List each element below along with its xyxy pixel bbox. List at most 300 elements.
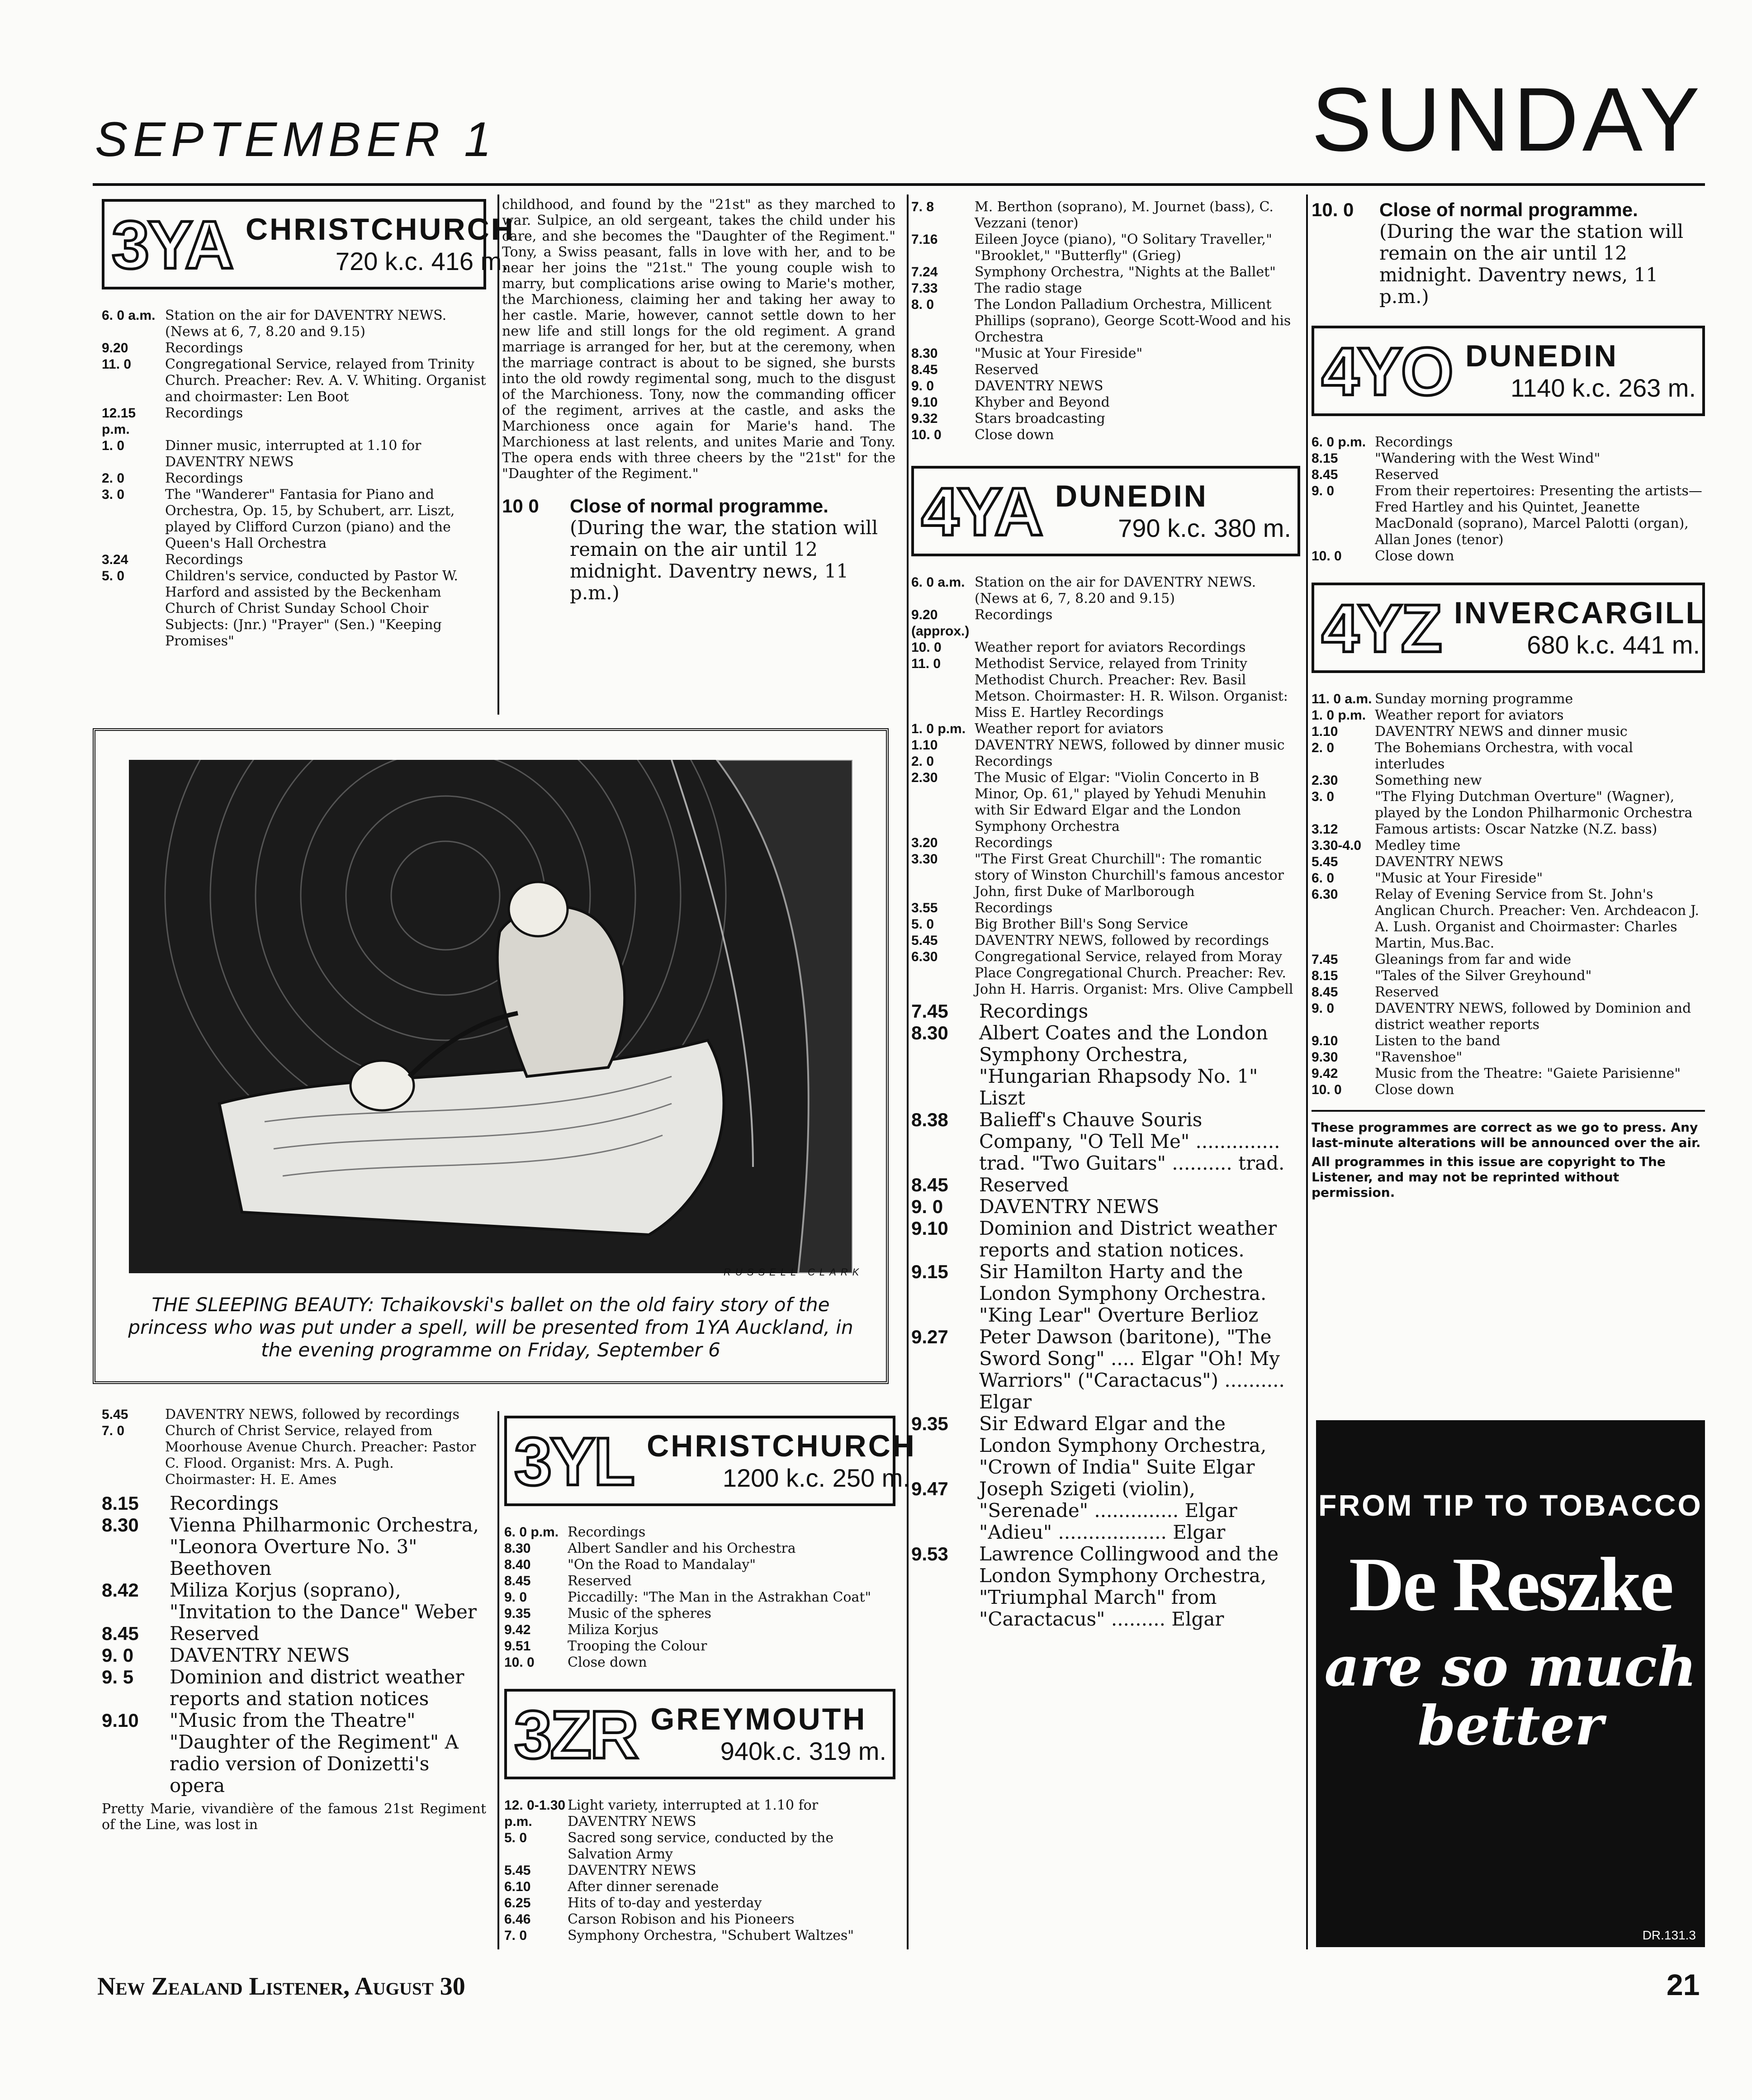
copyright-note [1312, 1120, 1705, 1200]
station-frequency: 940k.c. 319 m. [720, 1737, 886, 1765]
programme-item [1312, 1082, 1705, 1098]
page-number: 21 [1667, 1968, 1700, 2001]
programme-text: Dominion and District weather reports and station notices. [979, 1217, 1277, 1261]
programme-item [1312, 968, 1705, 984]
programme-text: Recordings [165, 552, 243, 568]
programme-time: 3.30 [911, 852, 938, 867]
programme-item [102, 568, 486, 649]
programme-item [1312, 838, 1705, 854]
programme-item [1312, 724, 1705, 740]
programme-time: 2. 0 [911, 754, 934, 769]
programme-text: After dinner serenade [568, 1879, 719, 1895]
footer-publication: New Zealand Listener, August 30 [97, 1972, 465, 2000]
programme-item [504, 1879, 895, 1895]
programme-time: 9.20 [102, 341, 128, 356]
programme-text: Khyber and Beyond [975, 394, 1110, 410]
copyright-text: All programmes in this issue are copyright to The Listener, and may not be reprinted without permission. [1312, 1154, 1666, 1200]
programme-time: 8.45 [911, 1174, 948, 1195]
programme-text: DAVENTRY NEWS [170, 1644, 350, 1666]
station-city: DUNEDIN [1055, 479, 1208, 513]
programme-item [911, 232, 1300, 264]
programme-text: Eileen Joyce (piano), "O Solitary Traveller," "Brooklet," "Butterfly" (Grieg) [975, 232, 1272, 264]
programme-time: 5.45 [102, 1407, 128, 1422]
programme-text: Hits of to-day and yesterday [568, 1895, 762, 1911]
programme-item [911, 1218, 1300, 1261]
programme-time: 5.45 [504, 1863, 531, 1878]
programme-text: Stars broadcasting [975, 411, 1105, 427]
station-banner-3ya [102, 199, 515, 289]
programme-text: The radio stage [975, 280, 1082, 296]
programme-item [504, 1524, 895, 1541]
programme-time: 8.45 [1312, 985, 1338, 1000]
programme-time: 8. 0 [911, 297, 934, 312]
programme-text: The Music of Elgar: "Violin Concerto in B Minor, Op. 61," played by Yehudi Menuhin with Sir Edward Elgar and the London Symphony Orchestra [975, 770, 1266, 834]
ad-headline: FROM TIP TO TOBACCO [1318, 1488, 1703, 1522]
programme-time: 3. 0 [102, 487, 125, 502]
programme-item [102, 1407, 486, 1423]
programme-item [102, 470, 486, 487]
programme-time: 1. 0 p.m. [1312, 708, 1366, 723]
programme-time: 5.45 [1312, 854, 1338, 869]
programme-time: 6. 0 [1312, 871, 1335, 886]
programme-item [1312, 854, 1705, 870]
programme-item [102, 1710, 486, 1797]
programme-item [911, 1196, 1300, 1218]
programme-item [504, 1830, 895, 1863]
programme-time: 8.30 [911, 346, 938, 361]
programme-time: 7. 0 [504, 1928, 527, 1943]
programme-item [911, 1109, 1300, 1174]
programme-text: Miliza Korjus (soprano), "Invitation to the Dance" Weber [170, 1579, 477, 1623]
programme-item [102, 1493, 486, 1514]
programme-text: Close down [568, 1654, 647, 1670]
programme-text: From their repertoires: Presenting the artists—Fred Hartley and his Quintet, Jeanette MacDonald (soprano), Marcel Palotti (organ), Allan Jones (tenor) [1375, 483, 1702, 548]
programme-text: The Bohemians Orchestra, with vocal interludes [1375, 740, 1634, 772]
programme-time: 8.15 [1312, 451, 1338, 466]
column-story [502, 197, 895, 604]
de-reszke-advertisement [1316, 1420, 1705, 1947]
programme-time: 2. 0 [102, 471, 125, 486]
programme-item [911, 1174, 1300, 1196]
programme-text: Reserved [568, 1573, 632, 1589]
programme-item [911, 1478, 1300, 1543]
programme-item [911, 933, 1300, 949]
station-banner-4yo [1312, 326, 1705, 416]
programme-text: "On the Road to Mandalay" [568, 1557, 756, 1573]
programme-text: Recordings [165, 340, 243, 356]
press-note: These programmes are correct as we go to press. Any last-minute alterations will be announced over the air. [1312, 1120, 1701, 1150]
programme-item [102, 487, 486, 552]
programme-time: 3.55 [911, 901, 938, 915]
page-date: SEPTEMBER 1 [95, 112, 497, 166]
station-city: CHRISTCHURCH [647, 1429, 916, 1463]
programme-time: 9. 0 [102, 1645, 134, 1666]
programme-item [1312, 1066, 1705, 1082]
programme-text: Sacred song service, conducted by the Salvation Army [568, 1830, 834, 1862]
programme-text: Reserved [170, 1622, 260, 1645]
programme-text: "Music from the Theatre" "Daughter of the Regiment" A radio version of Donizetti's opera [170, 1709, 459, 1797]
programme-item [102, 1645, 486, 1666]
ad-slogan: are so much better [1324, 1635, 1697, 1758]
programme-item [1312, 821, 1705, 838]
programme-time: 8.45 [911, 362, 938, 377]
programme-time: 8.45 [102, 1623, 139, 1644]
programme-item [911, 1000, 1300, 1022]
programme-item [1312, 548, 1705, 564]
ad-code: DR.131.3 [1642, 1928, 1696, 1942]
programme-item [504, 1638, 895, 1654]
programme-text: Relay of Evening Service from St. John's Anglican Church. Preacher: Ven. Archdeacon J. A. Lush. Organist and Choirmaster: Charles Martin, Mus.Bac. [1375, 886, 1700, 951]
column-3ya [102, 199, 515, 649]
sleeping-beauty-illustration [129, 760, 852, 1273]
programme-text: Weather report for aviators [1375, 707, 1564, 723]
programme-item [911, 427, 1300, 443]
programme-item [102, 552, 486, 568]
station-city: DUNEDIN [1465, 339, 1618, 373]
programme-time: 2. 0 [1312, 740, 1335, 755]
station-banner-4ya [911, 466, 1300, 556]
programme-item [102, 308, 486, 340]
programme-item [1312, 1000, 1705, 1033]
programme-text: Church of Christ Service, relayed from Moorhouse Avenue Church. Preacher: Pastor C. Flood. Organist: Mrs. A. Pugh. Choirmaster: H. E. Ames [165, 1423, 476, 1488]
programme-text: Albert Coates and the London Symphony Orchestra, "Hungarian Rhapsody No. 1" Liszt [979, 1022, 1268, 1109]
programme-text: Symphony Orchestra, "Schubert Waltzes" [568, 1928, 854, 1944]
programme-text: Joseph Szigeti (violin), "Serenade" .............. Elgar "Adieu" .................. Elgar [979, 1478, 1237, 1543]
programme-item [1312, 984, 1705, 1000]
programme-text: Recordings [975, 900, 1053, 916]
programme-text: "Wandering with the West Wind" [1375, 450, 1600, 466]
programme-item [911, 900, 1300, 916]
programme-item [504, 1654, 895, 1671]
programme-text: Dominion and district weather reports and station notices [170, 1666, 464, 1710]
programme-item [502, 495, 895, 604]
programme-item [911, 411, 1300, 427]
programme-text: Reserved [979, 1174, 1069, 1196]
illustration-drawing [129, 760, 852, 1273]
programme-text: The "Wanderer" Fantasia for Piano and Orchestra, Op. 15, by Schubert, arr. Liszt, played by Clifford Curzon (piano) and the Queen's Hall Orchestra [165, 487, 455, 551]
programme-item [911, 264, 1300, 280]
programme-time: 1.10 [911, 738, 938, 753]
programme-text: Recordings [1375, 434, 1453, 450]
programme-item [1312, 789, 1705, 821]
programme-time: 10. 0 [1312, 549, 1342, 564]
programme-text: Trooping the Colour [568, 1638, 707, 1654]
programme-text: Big Brother Bill's Song Service [975, 916, 1189, 932]
programme-time: 5. 0 [504, 1830, 527, 1845]
programme-text: Recordings [975, 835, 1053, 851]
column-divider [497, 1411, 499, 1949]
station-call-sign: 3YA [112, 207, 232, 283]
programme-item [911, 754, 1300, 770]
programme-text: Music from the Theatre: "Gaiete Parisienne" [1375, 1066, 1681, 1081]
station-frequency: 1140 k.c. 263 m. [1511, 374, 1696, 402]
programme-text: DAVENTRY NEWS, followed by Dominion and district weather reports [1375, 1000, 1691, 1033]
programme-text: Methodist Service, relayed from Trinity Methodist Church. Preacher: Rev. Basil Metson. Choirmaster: H. R. Wilson. Organist: Miss E. Hartley Recordings [975, 656, 1288, 721]
programme-text: Close down [1375, 548, 1454, 564]
programme-text: "Music at Your Fireside" [1375, 870, 1543, 886]
programme-item [1312, 870, 1705, 886]
station-frequency: 790 k.c. 380 m. [1118, 514, 1291, 542]
programme-time: 9.51 [504, 1639, 531, 1654]
programme-text: Listen to the band [1375, 1033, 1501, 1049]
column-4yo-4yz [1312, 199, 1705, 1200]
programme-text: Recordings [170, 1492, 279, 1514]
programme-text: "Ravenshoe" [1375, 1049, 1463, 1065]
programme-item [911, 835, 1300, 851]
notes-rule [1312, 1110, 1705, 1112]
programme-item [102, 1579, 486, 1623]
programme-item [911, 1022, 1300, 1109]
programme-text: Recordings [165, 405, 243, 421]
programme-text: Piccadilly: "The Man in the Astrakhan Coat" [568, 1589, 871, 1605]
programme-item [504, 1622, 895, 1638]
programme-time: 9.10 [1312, 1033, 1338, 1048]
programme-time: 6. 0 a.m. [102, 308, 156, 323]
programme-text: Close down [1375, 1082, 1454, 1098]
programme-time: 3.24 [102, 552, 128, 567]
programme-time: 8.45 [504, 1574, 531, 1588]
programme-text: DAVENTRY NEWS, followed by recordings [975, 933, 1269, 948]
programme-time: 8.15 [102, 1493, 139, 1514]
programme-time: 6.25 [504, 1896, 531, 1910]
column-divider [1306, 194, 1308, 1949]
programme-time: 9.10 [911, 1218, 948, 1239]
programme-item [911, 346, 1300, 362]
programme-text: Children's service, conducted by Pastor W. Harford and assisted by the Beckenham Church of Christ Sunday School Choir Subjects: (Jnr.) "Prayer" (Sen.) "Keeping Promises" [165, 568, 458, 649]
programme-time: 5.45 [911, 933, 938, 948]
programme-text: DAVENTRY NEWS and dinner music [1375, 724, 1628, 740]
programme-time: 8.30 [102, 1514, 139, 1536]
programme-time: 5. 0 [102, 569, 125, 583]
programme-text: (During the war the station will remain on the air until 12 midnight. Daventry news, 11 p.m.) [1379, 220, 1684, 308]
programme-text: Recordings [568, 1524, 646, 1540]
programme-time: 6.30 [911, 949, 938, 964]
programme-text: DAVENTRY NEWS, followed by recordings [165, 1407, 459, 1422]
programme-text: Station on the air for DAVENTRY NEWS. (News at 6, 7, 8.20 and 9.15) [165, 308, 447, 340]
programme-text: "The First Great Churchill": The romantic story of Winston Churchill's famous ancestor John, first Duke of Marlborough [975, 851, 1284, 900]
station-call-sign: 4YA [921, 474, 1042, 550]
programme-time: 8.30 [911, 1022, 948, 1043]
programme-item [911, 607, 1300, 640]
programme-time: 6.10 [504, 1879, 531, 1894]
programme-text: Albert Sandler and his Orchestra [568, 1541, 796, 1556]
programme-time: 10. 0 [911, 427, 942, 442]
programme-text: "Music at Your Fireside" [975, 346, 1143, 361]
programme-time: 11. 0 a.m. [1312, 692, 1372, 706]
programme-item [1312, 450, 1705, 467]
station-call-sign: 3YL [514, 1423, 634, 1499]
programme-time: 10. 0 [1312, 1082, 1342, 1097]
programme-time: 2.30 [911, 770, 938, 785]
programme-time: 2.30 [1312, 773, 1338, 788]
programme-time: 6. 0 p.m. [1312, 435, 1366, 450]
page-day: SUNDAY [1312, 69, 1704, 170]
programme-item [911, 378, 1300, 394]
programme-text: Reserved [1375, 984, 1439, 1000]
programme-text: Close down [975, 427, 1054, 443]
programme-time: 12.15 p.m. [102, 406, 136, 437]
programme-time: 10. 0 [911, 640, 942, 655]
column-4ya [911, 199, 1300, 1630]
programme-item [102, 438, 486, 470]
programme-item [1312, 691, 1705, 707]
programme-item [1312, 952, 1705, 968]
station-call-sign: 4YZ [1321, 590, 1441, 666]
programme-text: DAVENTRY NEWS [568, 1863, 696, 1878]
programme-item [911, 656, 1300, 721]
station-banner-4yz [1312, 583, 1705, 673]
programme-item [911, 394, 1300, 411]
programme-time: 7.24 [911, 265, 938, 280]
programme-item [911, 280, 1300, 297]
programme-time: 9.30 [1312, 1050, 1338, 1065]
programme-text: Lawrence Collingwood and the London Symphony Orchestra, "Triumphal March" from "Caractacus" ......... Elgar [979, 1543, 1279, 1630]
programme-text: The London Palladium Orchestra, Millicent Phillips (soprano), George Scott-Wood and his Orchestra [975, 297, 1291, 345]
programme-time: 9. 0 [911, 379, 934, 393]
programme-item [911, 1261, 1300, 1326]
programme-time: 8.42 [102, 1579, 139, 1601]
programme-time: 5. 0 [911, 917, 934, 932]
programme-time: 9. 0 [1312, 484, 1335, 498]
column-3ya-evening [102, 1407, 486, 1833]
programme-text: Sir Hamilton Harty and the London Symphony Orchestra. "King Lear" Overture Berlioz [979, 1261, 1267, 1326]
programme-time: 12. 0-1.30 p.m. [504, 1798, 566, 1829]
programme-title: Close of normal programme. [570, 495, 829, 517]
programme-text: Congregational Service, relayed from Moray Place Congregational Church. Preacher: Rev. John H. Harris. Organist: Mrs. Olive Campbell [975, 949, 1293, 997]
programme-text: DAVENTRY NEWS [979, 1195, 1160, 1218]
programme-text: DAVENTRY NEWS [1375, 854, 1504, 870]
programme-time: 7.45 [1312, 952, 1338, 967]
station-call-sign: 4YO [1321, 333, 1452, 409]
programme-time: 3.20 [911, 835, 938, 850]
station-city: GREYMOUTH [650, 1702, 867, 1736]
programme-text: Gleanings from far and wide [1375, 952, 1572, 967]
programme-item [1312, 1049, 1705, 1066]
programme-time: 3.30-4.0 [1312, 838, 1362, 853]
programme-item [1312, 483, 1705, 548]
programme-text: Reserved [975, 362, 1039, 378]
programme-time: 9.10 [911, 395, 938, 410]
programme-text: Light variety, interrupted at 1.10 for DAVENTRY NEWS [568, 1797, 819, 1830]
programme-time: 10. 0 [1312, 199, 1354, 220]
programme-item [1312, 707, 1705, 724]
station-frequency: 720 k.c. 416 m. [335, 247, 509, 275]
programme-item [504, 1557, 895, 1573]
programme-text: Reserved [1375, 467, 1439, 483]
programme-item [1312, 434, 1705, 450]
programme-time: 8.40 [504, 1557, 531, 1572]
programme-time: 6. 0 p.m. [504, 1525, 559, 1540]
programme-time: 8.38 [911, 1109, 948, 1130]
programme-item [911, 949, 1300, 998]
programme-text: Recordings [979, 1000, 1089, 1022]
programme-time: 3. 0 [1312, 789, 1335, 804]
programme-item [102, 356, 486, 405]
programme-item [911, 916, 1300, 933]
programme-text: "Tales of the Silver Greyhound" [1375, 968, 1592, 984]
programme-item [911, 851, 1300, 900]
programme-item [504, 1928, 895, 1944]
programme-text: Famous artists: Oscar Natzke (N.Z. bass) [1375, 821, 1657, 837]
programme-text: Medley time [1375, 838, 1461, 853]
programme-item [102, 1423, 486, 1488]
programme-item [1312, 1033, 1705, 1049]
programme-time: 6.46 [504, 1912, 531, 1927]
programme-text: Congregational Service, relayed from Trinity Church. Preacher: Rev. A. V. Whiting. Organist and choirmaster: Len Boot [165, 356, 486, 405]
programme-time: 6. 0 a.m. [911, 575, 965, 590]
programme-item [102, 1514, 486, 1579]
programme-item [1312, 467, 1705, 483]
programme-item [504, 1573, 895, 1589]
programme-item [911, 770, 1300, 835]
programme-item [1312, 773, 1705, 789]
programme-time: 9. 0 [1312, 1001, 1335, 1016]
programme-time: 8.45 [1312, 467, 1338, 482]
illustration-signature: RUSSELL CLARK [724, 1266, 864, 1278]
programme-time: 9. 5 [102, 1666, 134, 1688]
station-city: INVERCARGILL [1454, 596, 1707, 630]
column-3yl-3zr [504, 1416, 916, 1944]
programme-item [504, 1589, 895, 1606]
opera-story-start: Pretty Marie, vivandière of the famous 21st Regiment of the Line, was lost in [102, 1801, 486, 1833]
programme-time: 11. 0 [911, 656, 941, 671]
programme-item [504, 1541, 895, 1557]
programme-time: 9.32 [911, 411, 938, 426]
programme-time: 10 0 [502, 495, 539, 517]
programme-item [504, 1606, 895, 1622]
programme-text: Balieff's Chauve Souris Company, "O Tell Me" .............. trad. "Two Guitars" .......... trad. [979, 1109, 1285, 1174]
ad-brand: De Reszke [1349, 1542, 1672, 1627]
programme-time: 9.53 [911, 1543, 948, 1564]
programme-item [911, 640, 1300, 656]
programme-item [504, 1797, 895, 1830]
programme-item [911, 297, 1300, 346]
programme-text: Recordings [975, 607, 1053, 623]
station-banner-3yl [504, 1416, 916, 1506]
programme-time: 1. 0 p.m. [911, 721, 966, 736]
programme-time: 9.42 [504, 1622, 531, 1637]
programme-title: Close of normal programme. [1379, 199, 1638, 220]
programme-text: Station on the air for DAVENTRY NEWS. (News at 6, 7, 8.20 and 9.15) [975, 574, 1256, 607]
programme-text: DAVENTRY NEWS [975, 378, 1103, 394]
programme-time: 8.15 [1312, 968, 1338, 983]
programme-text: Sir Edward Elgar and the London Symphony Orchestra, "Crown of India" Suite Elgar [979, 1413, 1267, 1478]
programme-time: 9. 0 [504, 1590, 527, 1605]
programme-time: 10. 0 [504, 1655, 535, 1670]
programme-time: 7. 0 [102, 1423, 125, 1438]
programme-time: 7. 8 [911, 199, 934, 214]
programme-item [1312, 740, 1705, 773]
programme-text: Recordings [165, 470, 243, 486]
programme-item [911, 199, 1300, 232]
programme-text: Sunday morning programme [1375, 691, 1573, 707]
programme-text: Something new [1375, 773, 1482, 788]
programme-text: M. Berthon (soprano), M. Journet (bass), C. Vezzani (tenor) [975, 199, 1274, 231]
programme-text: Weather report for aviators [975, 721, 1164, 737]
programme-item [911, 1413, 1300, 1478]
programme-time: 9.15 [911, 1261, 948, 1282]
programme-time: 9.47 [911, 1478, 948, 1499]
station-call-sign: 3ZR [514, 1697, 637, 1773]
programme-item [102, 340, 486, 356]
programme-text: Music of the spheres [568, 1606, 711, 1621]
programme-text: (During the war, the station will remain on the air until 12 midnight. Daventry news, 11 p.m.) [570, 517, 878, 604]
programme-item [102, 405, 486, 438]
programme-item [911, 737, 1300, 754]
programme-text: Weather report for aviators Recordings [975, 640, 1246, 655]
programme-item [911, 362, 1300, 378]
programme-text: Dinner music, interrupted at 1.10 for DAVENTRY NEWS [165, 438, 421, 470]
